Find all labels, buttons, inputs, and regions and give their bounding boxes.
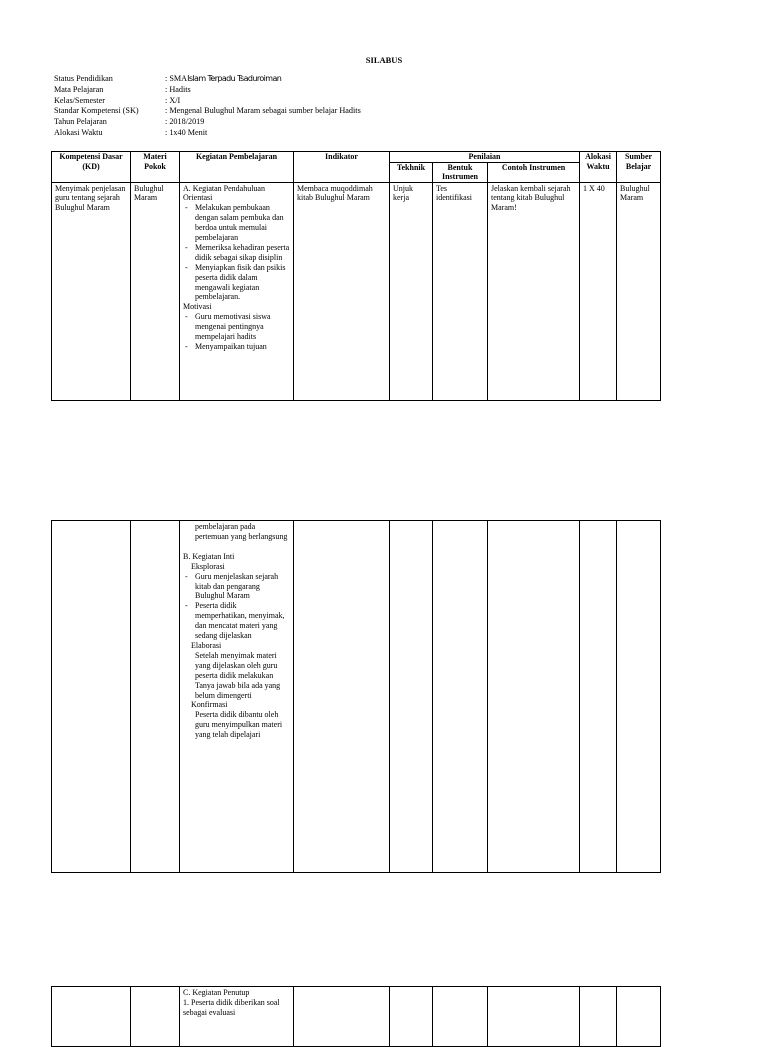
cell-indikator: Membaca muqoddimah kitab Bulughul Maram: [294, 182, 390, 400]
konfirmasi-text: Peserta didik dibantu oleh guru menyimpulkan materi yang telah dipelajari: [195, 710, 283, 740]
eksplorasi-list: [183, 572, 290, 641]
table-row: [52, 987, 661, 1047]
list-item: - Peserta didik memperhatikan, menyimak, dan mencatat materi yang sedang dijelaskan: [183, 601, 290, 641]
meta-row-status: [54, 74, 361, 85]
cell-kd: [52, 987, 131, 1047]
cell-alokasi: [580, 987, 617, 1047]
meta-label: Standar Kompetensi (SK): [54, 106, 139, 116]
header-bentuk: Bentuk Instrumen: [433, 162, 488, 182]
cell-kegiatan: [180, 182, 294, 400]
list-item: - Menyiapkan fisik dan psikis peserta didik dalam mengawali kegiatan pembelajaran.: [183, 263, 290, 303]
kegiatan-a-continued: pembelajaran pada pertemuan yang berlangsung: [195, 522, 288, 541]
meta-value-school: Islam Terpadu Tsaduroiman: [187, 74, 282, 83]
cell-indikator: [294, 521, 390, 873]
meta-row-kelas: [54, 96, 361, 107]
elaborasi-label: Elaborasi: [191, 640, 222, 650]
cell-teknik: [390, 987, 433, 1047]
cell-teknik: [390, 521, 433, 873]
cell-alokasi: 1 X 40: [580, 182, 617, 400]
cell-bentuk: [433, 521, 488, 873]
cell-teknik: Unjuk kerja: [390, 182, 433, 400]
motivasi-list: [183, 312, 290, 352]
meta-value: : 2018/2019: [165, 117, 205, 127]
cell-sumber: Bulughul Maram: [617, 182, 661, 400]
cell-sumber: [617, 987, 661, 1047]
cell-contoh: [488, 987, 580, 1047]
orientasi-list: [183, 203, 290, 302]
header-kegiatan: Kegiatan Pembelajaran: [180, 152, 294, 183]
kegiatan-a-heading: A. Kegiatan Pendahuluan: [183, 183, 265, 193]
cell-indikator: [294, 987, 390, 1047]
penutup-item: 1. Peserta didik diberikan soal sebagai evaluasi: [183, 997, 280, 1017]
cell-kd: Menyimak penjelasan guru tentang sejarah Bulughul Maram: [52, 182, 131, 400]
syllabus-table-part1: [51, 151, 661, 401]
meta-label: Kelas/Semester: [54, 95, 105, 105]
meta-label: Status Pendidikan: [54, 74, 113, 83]
meta-row-tahun: [54, 117, 361, 128]
meta-row-sk: [54, 106, 361, 117]
list-item: - Guru memotivasi siswa mengenai pentingnya mempelajari hadits: [183, 312, 290, 342]
kegiatan-c-heading: C. Kegiatan Penutup: [183, 988, 250, 997]
cell-materi: [131, 521, 180, 873]
header-sumber: Sumber Belajar: [617, 152, 661, 183]
document-title: SILABUS: [365, 55, 403, 65]
table-header-row: [52, 152, 661, 163]
cell-contoh: [488, 521, 580, 873]
cell-kegiatan: [180, 987, 294, 1047]
list-item: - Melakukan pembukaan dengan salam pembuka dan berdoa untuk memulai pembelajaran: [183, 203, 290, 243]
header-teknik: Tekhnik: [390, 162, 433, 182]
meta-label: Mata Pelajaran: [54, 84, 104, 94]
syllabus-table-part3: [51, 986, 661, 1047]
list-item: - Guru menjelaskan sejarah kitab dan pengarang Bulughul Maram: [183, 572, 290, 602]
header-materi: Materi Pokok: [131, 152, 180, 183]
cell-bentuk: [433, 987, 488, 1047]
meta-value: : SMA: [165, 74, 188, 83]
eksplorasi-label: Eksplorasi: [191, 561, 225, 571]
meta-value: : X/I: [165, 95, 181, 105]
header-contoh: Contoh Instrumen: [488, 162, 580, 182]
syllabus-table-part2: [51, 520, 661, 873]
header-kd: Kompetensi Dasar (KD): [52, 152, 131, 183]
meta-value: : Mengenal Bulughul Maram sebagai sumber belajar Hadits: [165, 106, 361, 116]
motivasi-label: Motivasi: [183, 302, 212, 312]
cell-bentuk: Tes identifikasi: [433, 182, 488, 400]
konfirmasi-label: Konfirmasi: [191, 700, 228, 710]
elaborasi-text: Setelah menyimak materi yang dijelaskan oleh guru peserta didik melakukan Tanya jawab bila ada yang belum dimengerti: [195, 650, 281, 700]
list-item: - Memeriksa kehadiran peserta didik sebagai sikap disiplin: [183, 243, 290, 263]
meta-label: Tahun Pelajaran: [54, 117, 107, 127]
orientasi-label: Orientasi: [183, 193, 213, 203]
meta-label: Alokasi Waktu: [54, 127, 103, 137]
cell-sumber: [617, 521, 661, 873]
cell-alokasi: [580, 521, 617, 873]
meta-value: : 1x40 Menit: [165, 127, 208, 137]
table-row: [52, 521, 661, 873]
header-indikator: Indikator: [294, 152, 390, 183]
header-penilaian: Penilaian: [390, 152, 580, 163]
cell-kegiatan: [180, 521, 294, 873]
list-item: - Menyampaikan tujuan: [183, 342, 290, 352]
meta-row-mapel: [54, 85, 361, 96]
header-alokasi: Alokasi Waktu: [580, 152, 617, 183]
meta-row-alokasi: [54, 128, 361, 139]
cell-materi: Bulughul Maram: [131, 182, 180, 400]
cell-contoh: Jelaskan kembali sejarah tentang kitab Bulughul Maram!: [488, 182, 580, 400]
cell-kd: [52, 521, 131, 873]
cell-materi: [131, 987, 180, 1047]
syllabus-meta: [54, 74, 361, 139]
kegiatan-b-heading: B. Kegiatan Inti: [183, 551, 235, 561]
table-row: [52, 182, 661, 400]
meta-value: : Hadits: [165, 84, 191, 94]
